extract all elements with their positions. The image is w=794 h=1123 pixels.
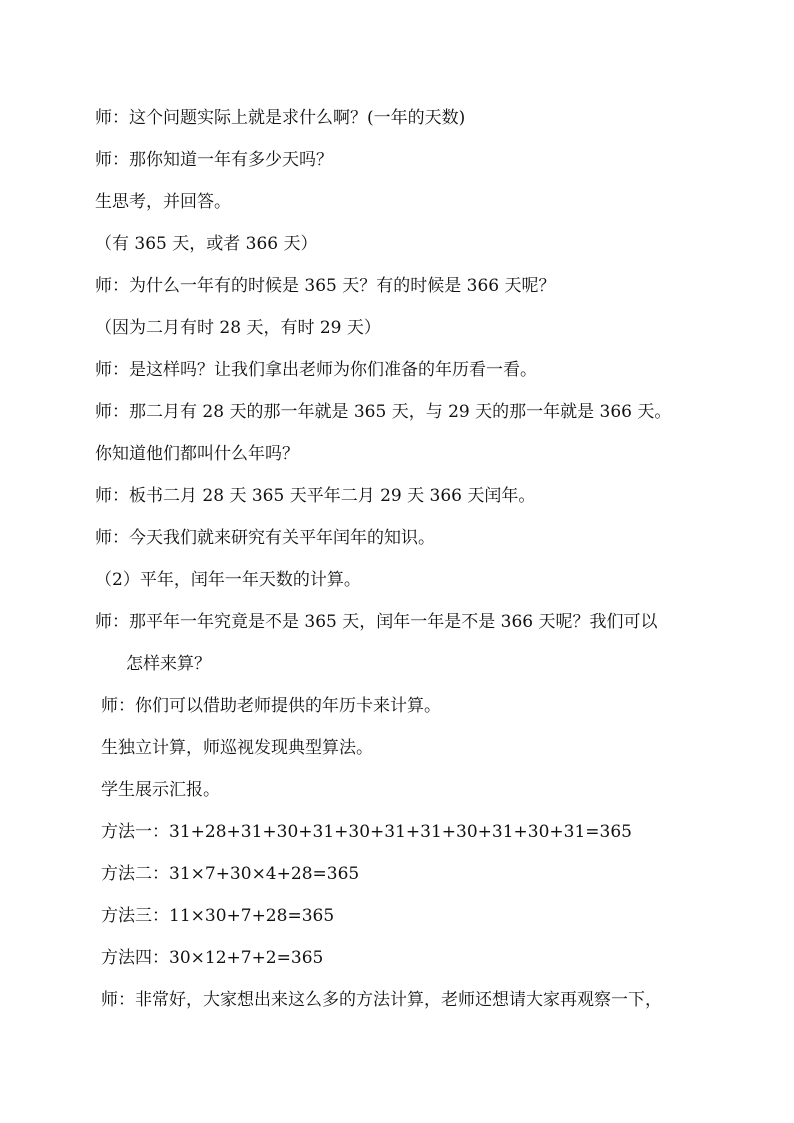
text-line: 你知道他们都叫什么年吗？	[95, 444, 299, 464]
method-line: 方法一：31+28+31+30+31+30+31+31+30+31+30+31=365	[101, 822, 632, 842]
text-line: 师：那二月有 28 天的那一年就是 365 天，与 29 天的那一年就是 366 天。	[95, 402, 672, 422]
text-line: 生独立计算，师巡视发现典型算法。	[101, 738, 373, 758]
text-line: （因为二月有时 28 天，有时 29 天）	[95, 318, 381, 338]
text-line: 学生展示汇报。	[101, 780, 220, 800]
method-line: 方法二：31×7+30×4+28=365	[101, 864, 360, 884]
text-line: 师：是这样吗？让我们拿出老师为你们准备的年历看一看。	[95, 360, 537, 380]
text-line: 师：为什么一年有的时候是 365 天？有的时候是 366 天呢？	[95, 276, 556, 296]
text-line: 师：这个问题实际上就是求什么啊？(一年的天数)	[95, 108, 466, 128]
text-line: 生思考，并回答。	[95, 192, 231, 212]
text-line: 师：那平年一年究竟是不是 365 天，闰年一年是不是 366 天呢？我们可以	[95, 612, 658, 632]
section-heading: （2）平年，闰年一年天数的计算。	[95, 570, 361, 590]
method-line: 方法四：30×12+7+2=365	[101, 948, 324, 968]
text-line: （有 365 天，或者 366 天）	[95, 234, 318, 254]
text-line: 师：你们可以借助老师提供的年历卡来计算。	[101, 696, 441, 716]
text-line: 师：那你知道一年有多少天吗？	[95, 150, 333, 170]
text-line-continuation: 怎样来算？	[126, 654, 211, 674]
method-line: 方法三：11×30+7+28=365	[101, 906, 335, 926]
text-line: 师：非常好，大家想出来这么多的方法计算，老师还想请大家再观察一下，	[101, 990, 662, 1010]
text-line: 师：今天我们就来研究有关平年闰年的知识。	[95, 528, 435, 548]
text-line: 师：板书二月 28 天 365 天平年二月 29 天 366 天闰年。	[95, 486, 536, 506]
